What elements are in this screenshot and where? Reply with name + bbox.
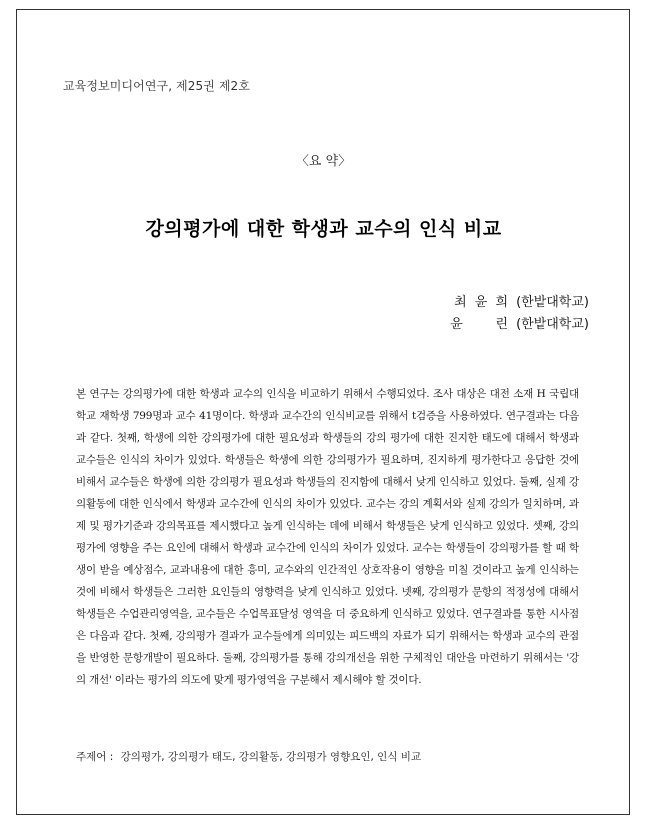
journal-header: 교육정보미디어연구, 제25권 제2호 xyxy=(63,79,250,93)
paper-title: 강의평가에 대한 학생과 교수의 인식 비교 xyxy=(145,218,502,240)
keywords-label: 주제어 : xyxy=(76,751,114,763)
abstract-body: 본 연구는 강의평가에 대한 학생과 교수의 인식을 비교하기 위해서 수행되었다. 조사 대상은 대전 소재 H 국립대학교 재학생 799명과 교수 41명이다. 학생과 교수간의 인식비교를 위해서 t검증을 사용하였다. 연구결과는 다음과 같다. 첫째, 학생에 의한 강의평가에 대한 필요성과 학생들의 강의 평가에 대한 진지한 태도에 대해서 학생과 교수들은 인식의 차이가 있었다. 학생들은 학생에 의한 강의평가가 필요하며, 진지하게 평가한다고 응답한 것에 비해서 교수들은 학생에 의한 강의평가 필요성과 학생들의 진지함에 대해서 낮게 인식하고 있었다. 둘째, 실제 강의활동에 대한 인식에서 학생과 교수간에 인식의 차이가 있었다. 교수는 강의 계획서와 실제 강의가 일치하며, 과제 및 평가기준과 강의목표를 제시했다고 높게 인식하는 데에 비해서 학생들은 낮게 인식하고 있었다. 셋째, 강의평가에 영향을 주는 요인에 대해서 학생과 교수간에 인식의 차이가 있었다. 교수는 학생들이 강의평가를 할 때 학생이 받을 예상점수, 교과내용에 대한 흥미, 교수와의 인간적인 상호작용이 영향을 미칠 것이라고 높게 인식하는 것에 비해서 학생들은 그러한 요인들의 영향력을 낮게 인식하고 있었다. 넷째, 강의평가 문항의 적정성에 대해서 학생들은 수업관리영역을, 교수들은 수업목표달성 영역을 더 중요하게 인식하고 있었다. 연구결과를 통한 시사점은 다음과 같다. 첫째, 강의평가 결과가 교수들에게 의미있는 피드백의 자료가 되기 위해서는 학생과 교수의 관점을 반영한 문항개발이 필요하다. 둘째, 강의평가를 통해 강의개선을 위한 구체적인 대안을 마련하기 위해서는 '강의 개선' 이라는 평가의 의도에 맞게 평가영역을 구분해서 제시해야 할 것이다. xyxy=(76,388,579,686)
author-name: 윤 린 xyxy=(450,317,511,332)
author-name: 최 윤 희 xyxy=(454,295,511,310)
keywords xyxy=(76,749,596,764)
author-line xyxy=(289,314,589,336)
author-list xyxy=(289,292,589,336)
section-label: 〈요 약〉 xyxy=(295,154,352,169)
author-affiliation: (한밭대학교) xyxy=(516,295,589,310)
keywords-text: 강의평가, 강의평가 태도, 강의활동, 강의평가 영향요인, 인식 비교 xyxy=(120,751,422,763)
author-affiliation: (한밭대학교) xyxy=(516,317,589,332)
author-line xyxy=(289,292,589,314)
